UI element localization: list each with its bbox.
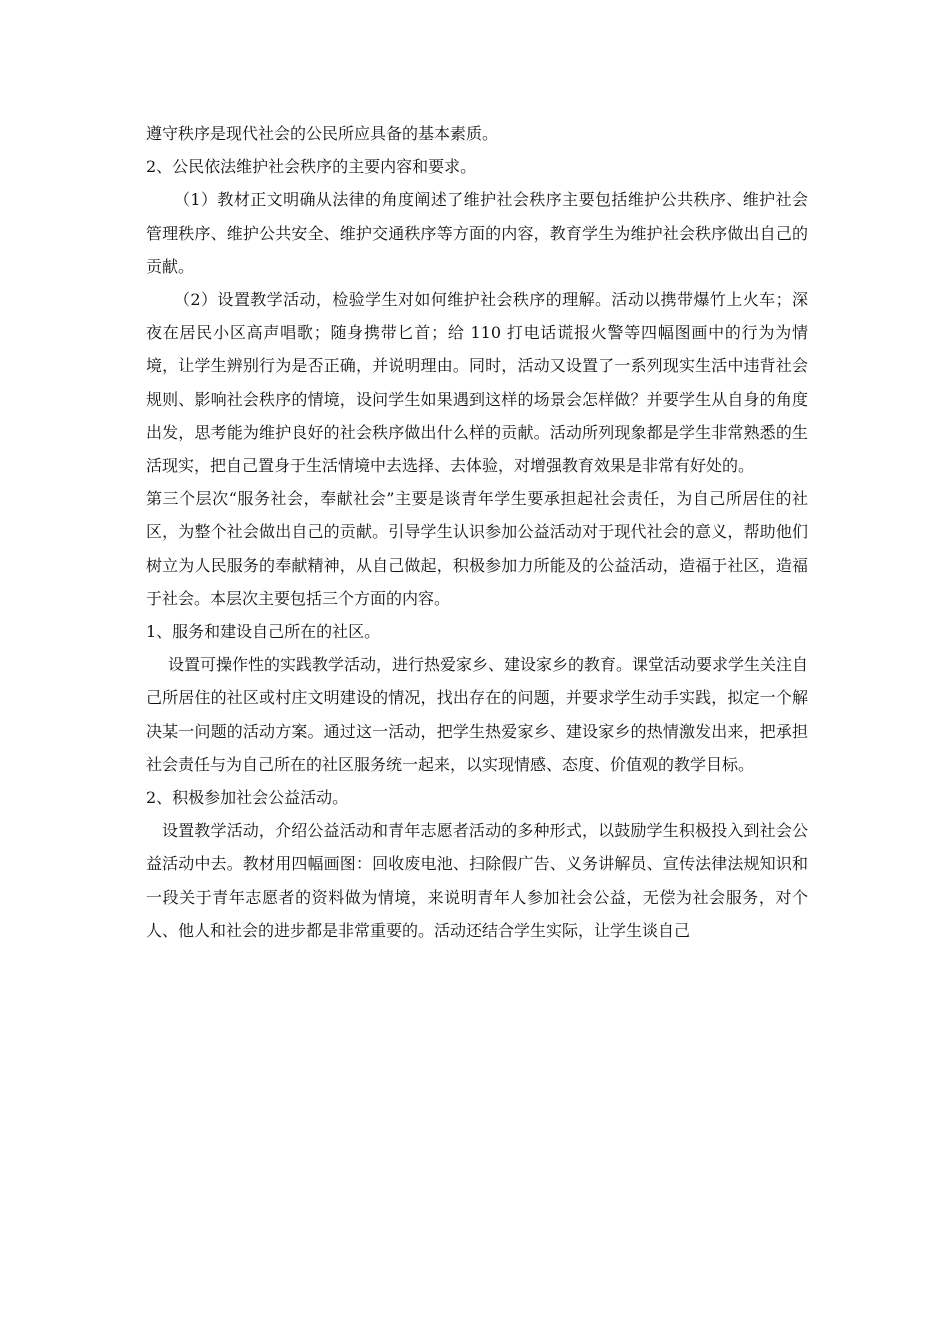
- paragraph: （2）设置教学活动，检验学生对如何维护社会秩序的理解。活动以携带爆竹上火车；深夜在居民小区高声唱歌；随身携带匕首；给 110 打电话谎报火警等四幅图画中的行为为情境，让学生辨别行为是否正确，并说明理由。同时，活动又设置了一系列现实生活中违背社会规则、影响社会秩序的情境，设问学生如果遇到这样的场景会怎样做？并要学生从自身的角度出发，思考能为维护良好的社会秩序做出什么样的贡献。活动所列现象都是学生非常熟悉的生活现实，把自己置身于生活情境中去选择、去体验，对增强教育效果是非常有好处的。: [146, 290, 808, 476]
- paragraph: 设置可操作性的实践教学活动，进行热爱家乡、建设家乡的教育。课堂活动要求学生关注自己所居住的社区或村庄文明建设的情况，找出存在的问题，并要求学生动手实践，拟定一个解决某一问题的活动方案。通过这一活动，把学生热爱家乡、建设家乡的热情激发出来，把承担社会责任与为自己所在的社区服务统一起来，以实现情感、态度、价值观的教学目标。: [146, 655, 809, 774]
- document-body: [146, 117, 808, 947]
- paragraph: （1）教材正文明确从法律的角度阐述了维护社会秩序主要包括维护公共秩序、维护社会管理秩序、维护公共安全、维护交通秩序等方面的内容，教育学生为维护社会秩序做出自己的贡献。: [146, 190, 808, 276]
- section-heading: 2、公民依法维护社会秩序的主要内容和要求。: [146, 157, 477, 177]
- paragraph: 遵守秩序是现代社会的公民所应具备的基本素质。: [146, 124, 499, 143]
- paragraph: 第三个层次“服务社会，奉献社会”主要是谈青年学生要承担起社会责任，为自己所居住的社区，为整个社会做出自己的贡献。引导学生认识参加公益活动对于现代社会的意义，帮助他们树立为人民服务的奉献精神，从自己做起，积极参加力所能及的公益活动，造福于社区，造福于社会。本层次主要包括三个方面的内容。: [146, 489, 808, 608]
- section-heading: 2、积极参加社会公益活动。: [146, 788, 349, 808]
- paragraph: 设置教学活动，介绍公益活动和青年志愿者活动的多种形式，以鼓励学生积极投入到社会公益活动中去。教材用四幅画图：回收废电池、扫除假广告、义务讲解员、宣传法律法规知识和一段关于青年志愿者的资料做为情境，来说明青年人参加社会公益，无偿为社会服务，对个人、他人和社会的进步都是非常重要的。活动还结合学生实际，让学生谈自己: [146, 821, 808, 940]
- section-heading: 1、服务和建设自己所在的社区。: [146, 622, 381, 642]
